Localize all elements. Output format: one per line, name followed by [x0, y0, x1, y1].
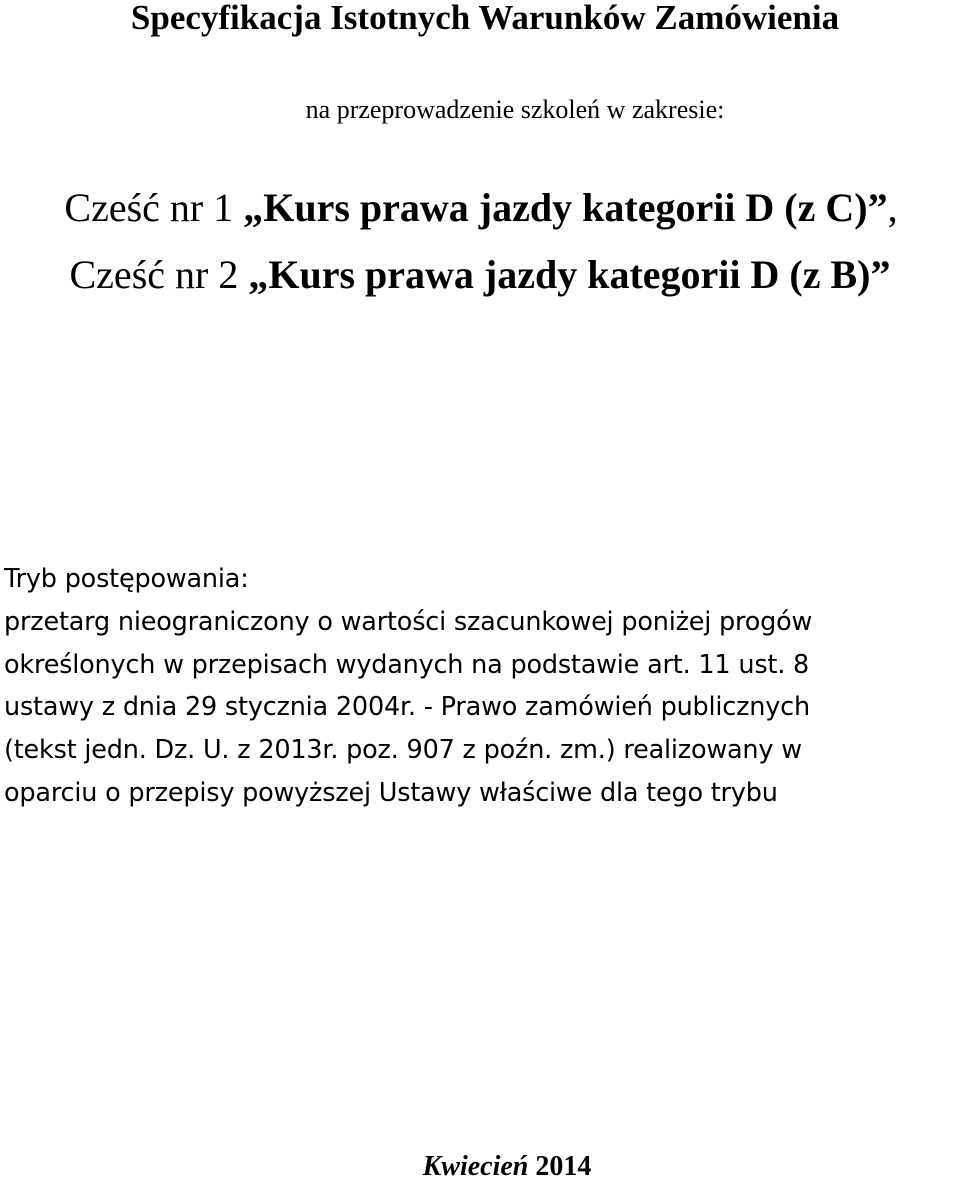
date-year: 2014 [528, 1151, 592, 1182]
procedure-line: przetarg nieograniczony o wartości szacunkowej poniżej progów [4, 606, 813, 637]
part-1-prefix: Cześć nr 1 [64, 185, 244, 230]
document-subtitle: na przeprowadzenie szkoleń w zakresie: [305, 95, 725, 124]
procedure-line: ustawy z dnia 29 stycznia 2004r. - Prawo zamówień publicznych [4, 692, 810, 723]
part-2-name: „Kurs prawa jazdy kategorii D (z B)” [248, 252, 891, 297]
document-title: Specyfikacja Istotnych Warunków Zamówienia [130, 0, 840, 37]
procedure-line: określonych w przepisach wydanych na podstawie art. 11 ust. 8 [4, 649, 810, 680]
procedure-section [4, 558, 954, 815]
part-1-line [0, 186, 960, 230]
document-date [0, 1150, 960, 1184]
part-2-line [0, 253, 960, 297]
date-month: Kwiecień [422, 1151, 529, 1182]
procedure-line: oparciu o przepisy powyższej Ustawy właściwe dla tego trybu [4, 777, 778, 808]
part-1-name: „Kurs prawa jazdy kategorii D (z C)” [243, 185, 888, 230]
procedure-heading: Tryb postępowania: [4, 564, 249, 594]
part-2-prefix: Cześć nr 2 [69, 252, 249, 297]
part-1-suffix: , [887, 185, 898, 230]
procedure-line: (tekst jedn. Dz. U. z 2013r. poz. 907 z poźn. zm.) realizowany w [4, 735, 802, 766]
